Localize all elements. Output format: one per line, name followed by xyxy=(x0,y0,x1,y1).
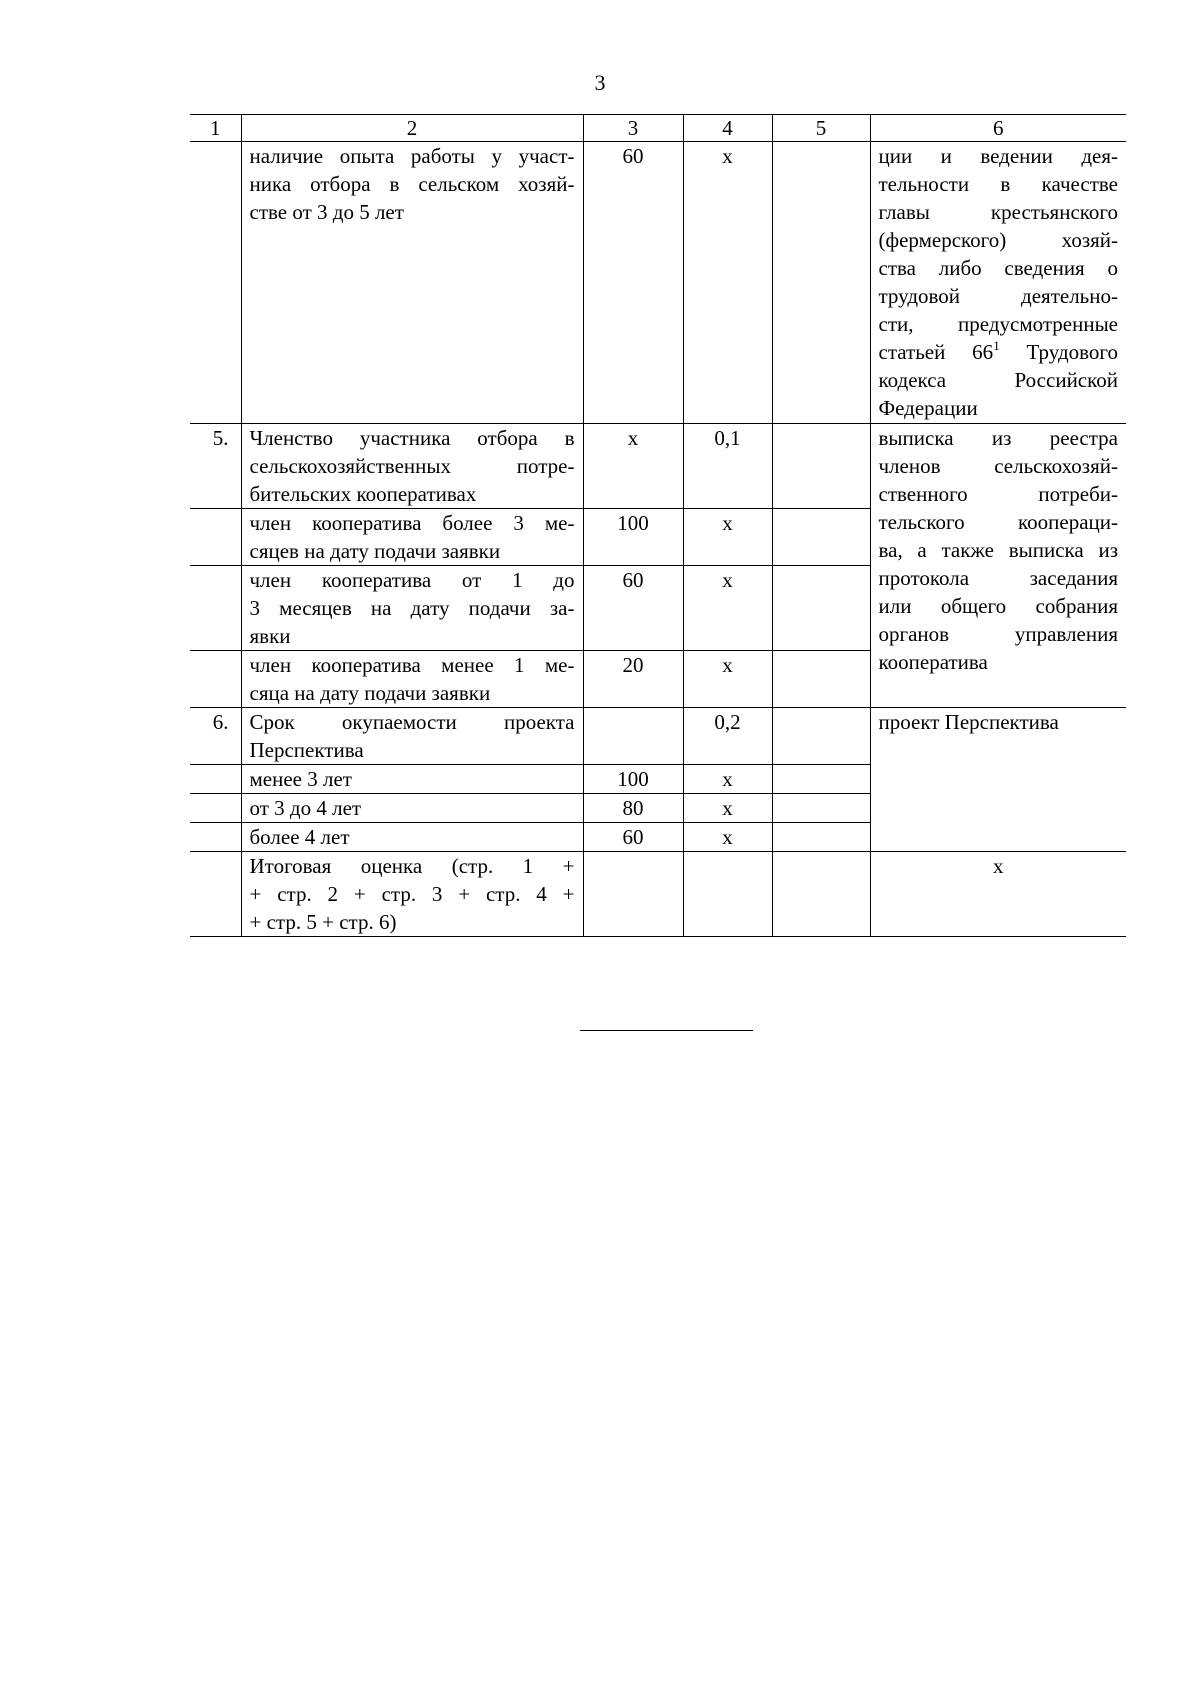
statute-text: статьей 66 xyxy=(878,340,994,364)
text-line: выписка из реестра xyxy=(878,426,1118,450)
row-number-cell xyxy=(190,142,241,424)
text-line: Итоговая оценка (стр. 1 + xyxy=(249,854,575,878)
text-line: ства либо сведения о xyxy=(878,256,1118,280)
score-cell: 60 xyxy=(583,566,683,651)
text-line: трудовой деятельно- xyxy=(878,284,1118,308)
text-line: тельского коопераци- xyxy=(878,510,1118,534)
text-line: 3 месяцев на дату подачи за- xyxy=(249,596,575,620)
text-line: протокола заседания xyxy=(878,566,1118,590)
text-line: член кооператива более 3 ме- xyxy=(249,511,575,535)
row-number-cell xyxy=(190,651,241,708)
header-cell: 4 xyxy=(683,115,772,142)
criterion-cell xyxy=(241,424,583,509)
weight-cell: х xyxy=(683,651,772,708)
header-cell: 2 xyxy=(241,115,583,142)
header-cell: 5 xyxy=(772,115,870,142)
text-line: или общего собрания xyxy=(878,594,1118,618)
text-line: ва, а также выписка из xyxy=(878,538,1118,562)
text-line: сти, предусмотренные xyxy=(878,312,1118,336)
header-cell: 1 xyxy=(190,115,241,142)
text-line: сяца на дату подачи заявки xyxy=(249,681,491,705)
text-line: органов управления xyxy=(878,622,1118,646)
table-header-row xyxy=(190,115,1126,142)
score-cell: 60 xyxy=(583,142,683,424)
table-row xyxy=(190,424,1126,509)
statute-text-post: Трудового xyxy=(999,340,1118,364)
weight-cell: х xyxy=(683,509,772,566)
text-line: стве от 3 до 5 лет xyxy=(249,200,404,224)
criterion-cell: более 4 лет xyxy=(241,823,583,852)
weight-cell: х xyxy=(683,142,772,424)
text-line: наличие опыта работы у участ- xyxy=(249,144,575,168)
score-cell: 100 xyxy=(583,509,683,566)
criterion-cell xyxy=(241,651,583,708)
text-line: член кооператива от 1 до xyxy=(249,568,575,592)
value-cell xyxy=(772,566,870,651)
table-row xyxy=(190,142,1126,424)
value-cell xyxy=(772,509,870,566)
score-cell: 80 xyxy=(583,794,683,823)
criterion-cell xyxy=(241,708,583,765)
row-number-cell xyxy=(190,823,241,852)
value-cell xyxy=(772,852,870,937)
document-cell xyxy=(870,424,1126,708)
value-cell xyxy=(772,794,870,823)
end-of-document-rule xyxy=(580,1030,753,1031)
row-number-cell xyxy=(190,509,241,566)
text-line: член кооператива менее 1 ме- xyxy=(249,653,575,677)
text-line: сяцев на дату подачи заявки xyxy=(249,539,501,563)
value-cell xyxy=(772,651,870,708)
text-line: Членство участника отбора в xyxy=(249,426,575,450)
text-line: + стр. 5 + стр. 6) xyxy=(249,910,397,934)
text-line: бительских кооперативах xyxy=(249,482,477,506)
criterion-cell: от 3 до 4 лет xyxy=(241,794,583,823)
criterion-cell xyxy=(241,142,583,424)
text-line: главы крестьянского xyxy=(878,200,1118,224)
text-line: + стр. 2 + стр. 3 + стр. 4 + xyxy=(249,882,575,906)
value-cell xyxy=(772,142,870,424)
text-line: сельскохозяйственных потре- xyxy=(249,454,575,478)
score-cell xyxy=(583,852,683,937)
text-line xyxy=(879,338,1119,366)
text-line: Федерации xyxy=(878,396,978,420)
score-cell: 100 xyxy=(583,765,683,794)
score-cell: х xyxy=(583,424,683,509)
header-cell: 6 xyxy=(870,115,1126,142)
statute-superscript: 1 xyxy=(993,338,1000,353)
document-cell: проект Перспектива xyxy=(870,708,1126,852)
criterion-cell: менее 3 лет xyxy=(241,765,583,794)
document-cell xyxy=(870,142,1126,424)
criterion-cell xyxy=(241,509,583,566)
text-line: ции и ведении дея- xyxy=(878,144,1118,168)
text-line: (фермерского) хозяй- xyxy=(878,228,1118,252)
value-cell xyxy=(772,424,870,509)
weight-cell: 0,1 xyxy=(683,424,772,509)
text-line: ственного потреби- xyxy=(878,482,1118,506)
weight-cell xyxy=(683,852,772,937)
text-line: Перспектива xyxy=(249,738,364,762)
row-number-cell xyxy=(190,852,241,937)
document-cell: х xyxy=(870,852,1126,937)
score-cell xyxy=(583,708,683,765)
criterion-cell xyxy=(241,566,583,651)
text-line: явки xyxy=(249,624,291,648)
row-number-cell xyxy=(190,765,241,794)
table-row xyxy=(190,708,1126,765)
weight-cell: х xyxy=(683,823,772,852)
weight-cell: 0,2 xyxy=(683,708,772,765)
text-line: кодекса Российской xyxy=(878,368,1118,392)
table-row-total xyxy=(190,852,1126,937)
weight-cell: х xyxy=(683,566,772,651)
value-cell xyxy=(772,823,870,852)
text-line: тельности в качестве xyxy=(878,172,1118,196)
row-number-cell: 5. xyxy=(190,424,241,509)
text-line: кооператива xyxy=(878,650,988,674)
header-cell: 3 xyxy=(583,115,683,142)
weight-cell: х xyxy=(683,794,772,823)
row-number-cell xyxy=(190,566,241,651)
row-number-cell xyxy=(190,794,241,823)
value-cell xyxy=(772,765,870,794)
row-number-cell: 6. xyxy=(190,708,241,765)
value-cell xyxy=(772,708,870,765)
text-line: Срок окупаемости проекта xyxy=(249,710,575,734)
criterion-cell xyxy=(241,852,583,937)
score-cell: 60 xyxy=(583,823,683,852)
criteria-table xyxy=(190,114,1126,937)
score-cell: 20 xyxy=(583,651,683,708)
text-line: ника отбора в сельском хозяй- xyxy=(249,172,575,196)
weight-cell: х xyxy=(683,765,772,794)
page-number: 3 xyxy=(594,70,606,95)
text-line: членов сельскохозяй- xyxy=(878,454,1118,478)
